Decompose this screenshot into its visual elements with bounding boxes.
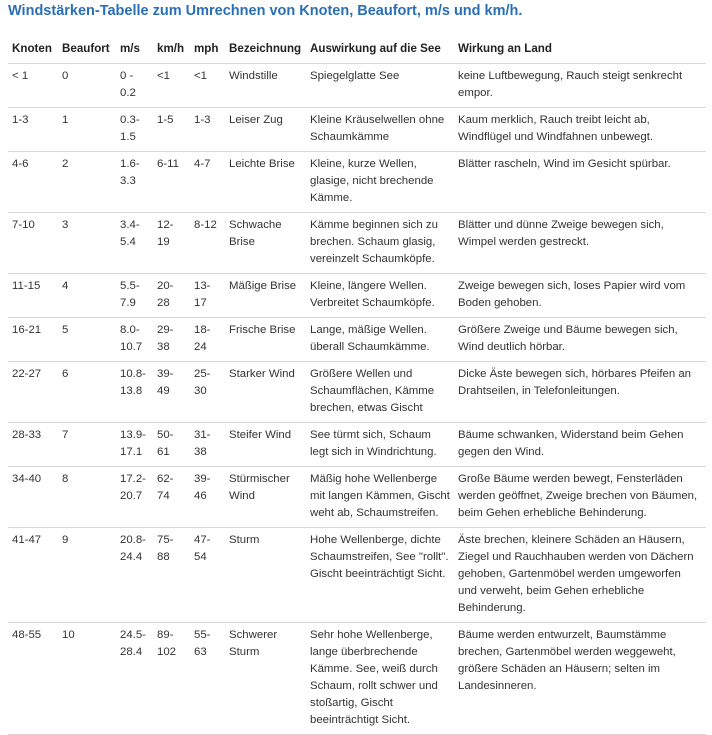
table-row: [8, 152, 706, 213]
cell-auswirkung-see: Kämme beginnen sich zu brechen. Schaum glasig, vereinzelt Schaumköpfe.: [306, 213, 454, 274]
cell-beaufort: 3: [58, 213, 116, 274]
cell-wirkung-land: Bäume werden entwurzelt, Baumstämme brechen, Gartenmöbel werden weggeweht, größere Schäden an Häusern; selten im Landesinneren.: [454, 623, 706, 735]
cell-auswirkung-see: Mäßig hohe Wellenberge mit langen Kämmen, Gischt weht ab, Schaumstreifen.: [306, 467, 454, 528]
cell-beaufort: 10: [58, 623, 116, 735]
cell-ms: 0.3- 1.5: [116, 108, 153, 152]
cell-mph: 39- 46: [190, 467, 225, 528]
column-header-kmh: km/h: [153, 36, 190, 64]
cell-kmh: 75-88: [153, 528, 190, 623]
column-header-beaufort: Beaufort: [58, 36, 116, 64]
cell-auswirkung-see: Spiegelglatte See: [306, 64, 454, 108]
cell-wirkung-land: Dicke Äste bewegen sich, hörbares Pfeifen an Drahtseilen, in Telefonleitungen.: [454, 362, 706, 423]
table-row: [8, 64, 706, 108]
cell-knoten: 28-33: [8, 423, 58, 467]
cell-bezeichnung: Stürmischer Wind: [225, 467, 306, 528]
header-row: [8, 36, 706, 64]
cell-beaufort: 8: [58, 467, 116, 528]
cell-beaufort: 4: [58, 274, 116, 318]
cell-bezeichnung: Leichte Brise: [225, 152, 306, 213]
cell-knoten: 22-27: [8, 362, 58, 423]
cell-ms: 8.0- 10.7: [116, 318, 153, 362]
cell-auswirkung-see: See türmt sich, Schaum legt sich in Windrichtung.: [306, 423, 454, 467]
cell-ms: 13.9- 17.1: [116, 423, 153, 467]
cell-auswirkung-see: Kleine, längere Wellen. Verbreitet Schaumköpfe.: [306, 274, 454, 318]
cell-auswirkung-see: Größere Wellen und Schaumflächen, Kämme brechen, etwas Gischt: [306, 362, 454, 423]
table-row: [8, 362, 706, 423]
cell-ms: 1.6- 3.3: [116, 152, 153, 213]
cell-mph: 13- 17: [190, 274, 225, 318]
cell-kmh: <1: [153, 64, 190, 108]
cell-kmh: 20-28: [153, 274, 190, 318]
cell-wirkung-land: Blätter rascheln, Wind im Gesicht spürbar.: [454, 152, 706, 213]
cell-bezeichnung: Frische Brise: [225, 318, 306, 362]
table-row: [8, 318, 706, 362]
cell-kmh: 12-19: [153, 213, 190, 274]
cell-mph: 31- 38: [190, 423, 225, 467]
column-header-bezeichnung: Bezeichnung: [225, 36, 306, 64]
cell-ms: 10.8- 13.8: [116, 362, 153, 423]
column-header-wirkung-land: Wirkung an Land: [454, 36, 706, 64]
cell-knoten: 7-10: [8, 213, 58, 274]
cell-beaufort: 1: [58, 108, 116, 152]
cell-knoten: 41-47: [8, 528, 58, 623]
cell-mph: 47- 54: [190, 528, 225, 623]
cell-knoten: 48-55: [8, 623, 58, 735]
table-body: [8, 64, 706, 735]
cell-kmh: 29-38: [153, 318, 190, 362]
cell-beaufort: 6: [58, 362, 116, 423]
cell-wirkung-land: Größere Zweige und Bäume bewegen sich, Wind deutlich hörbar.: [454, 318, 706, 362]
cell-wirkung-land: Bäume schwanken, Widerstand beim Gehen gegen den Wind.: [454, 423, 706, 467]
cell-knoten: 11-15: [8, 274, 58, 318]
cell-auswirkung-see: Kleine Kräuselwellen ohne Schaumkämme: [306, 108, 454, 152]
table-row: [8, 423, 706, 467]
wind-table: [8, 36, 706, 735]
cell-kmh: 6-11: [153, 152, 190, 213]
table-row: [8, 213, 706, 274]
column-header-auswirkung-see: Auswirkung auf die See: [306, 36, 454, 64]
column-header-mph: mph: [190, 36, 225, 64]
cell-auswirkung-see: Lange, mäßige Wellen. überall Schaumkämme.: [306, 318, 454, 362]
cell-bezeichnung: Windstille: [225, 64, 306, 108]
table-row: [8, 528, 706, 623]
cell-beaufort: 5: [58, 318, 116, 362]
page-title: Windstärken-Tabelle zum Umrechnen von Knoten, Beaufort, m/s und km/h.: [8, 3, 523, 19]
cell-kmh: 62-74: [153, 467, 190, 528]
cell-bezeichnung: Schwache Brise: [225, 213, 306, 274]
table-row: [8, 274, 706, 318]
cell-knoten: 1-3: [8, 108, 58, 152]
cell-bezeichnung: Leiser Zug: [225, 108, 306, 152]
cell-wirkung-land: Zweige bewegen sich, loses Papier wird vom Boden gehoben.: [454, 274, 706, 318]
cell-knoten: 4-6: [8, 152, 58, 213]
cell-ms: 20.8- 24.4: [116, 528, 153, 623]
cell-mph: 1-3: [190, 108, 225, 152]
cell-beaufort: 9: [58, 528, 116, 623]
cell-mph: 4-7: [190, 152, 225, 213]
cell-ms: 24.5- 28.4: [116, 623, 153, 735]
cell-knoten: 16-21: [8, 318, 58, 362]
cell-wirkung-land: Kaum merklich, Rauch treibt leicht ab, Windflügel und Windfahnen unbewegt.: [454, 108, 706, 152]
table-row: [8, 467, 706, 528]
cell-mph: 18- 24: [190, 318, 225, 362]
cell-beaufort: 2: [58, 152, 116, 213]
cell-auswirkung-see: Kleine, kurze Wellen, glasige, nicht brechende Kämme.: [306, 152, 454, 213]
column-header-knoten: Knoten: [8, 36, 58, 64]
cell-wirkung-land: Äste brechen, kleinere Schäden an Häusern, Ziegel und Rauchhauben werden von Dächern gehoben, Gartenmöbel werden umgeworfen und verweht, beim Gehen erhebliche Behinderung.: [454, 528, 706, 623]
cell-beaufort: 0: [58, 64, 116, 108]
cell-bezeichnung: Sturm: [225, 528, 306, 623]
cell-ms: 3.4- 5.4: [116, 213, 153, 274]
cell-kmh: 89- 102: [153, 623, 190, 735]
cell-bezeichnung: Starker Wind: [225, 362, 306, 423]
cell-knoten: 34-40: [8, 467, 58, 528]
cell-kmh: 1-5: [153, 108, 190, 152]
cell-bezeichnung: Mäßige Brise: [225, 274, 306, 318]
cell-kmh: 50-61: [153, 423, 190, 467]
cell-wirkung-land: Blätter und dünne Zweige bewegen sich, Wimpel werden gestreckt.: [454, 213, 706, 274]
cell-bezeichnung: Schwerer Sturm: [225, 623, 306, 735]
column-header-ms: m/s: [116, 36, 153, 64]
cell-ms: 0 - 0.2: [116, 64, 153, 108]
cell-kmh: 39-49: [153, 362, 190, 423]
cell-auswirkung-see: Sehr hohe Wellenberge, lange überbrechende Kämme. See, weiß durch Schaum, rollt schwer und stoßartig, Gischt beeinträchtigt Sicht.: [306, 623, 454, 735]
cell-auswirkung-see: Hohe Wellenberge, dichte Schaumstreifen, See "rollt". Gischt beeinträchtigt Sicht.: [306, 528, 454, 623]
cell-mph: 25- 30: [190, 362, 225, 423]
cell-knoten: < 1: [8, 64, 58, 108]
cell-ms: 17.2- 20.7: [116, 467, 153, 528]
table-row: [8, 623, 706, 735]
cell-beaufort: 7: [58, 423, 116, 467]
cell-wirkung-land: Große Bäume werden bewegt, Fensterläden werden geöffnet, Zweige brechen von Bäumen, beim Gehen erhebliche Behinderung.: [454, 467, 706, 528]
cell-bezeichnung: Steifer Wind: [225, 423, 306, 467]
cell-mph: 55- 63: [190, 623, 225, 735]
cell-wirkung-land: keine Luftbewegung, Rauch steigt senkrecht empor.: [454, 64, 706, 108]
table-row: [8, 108, 706, 152]
cell-mph: <1: [190, 64, 225, 108]
cell-mph: 8-12: [190, 213, 225, 274]
cell-ms: 5.5- 7.9: [116, 274, 153, 318]
